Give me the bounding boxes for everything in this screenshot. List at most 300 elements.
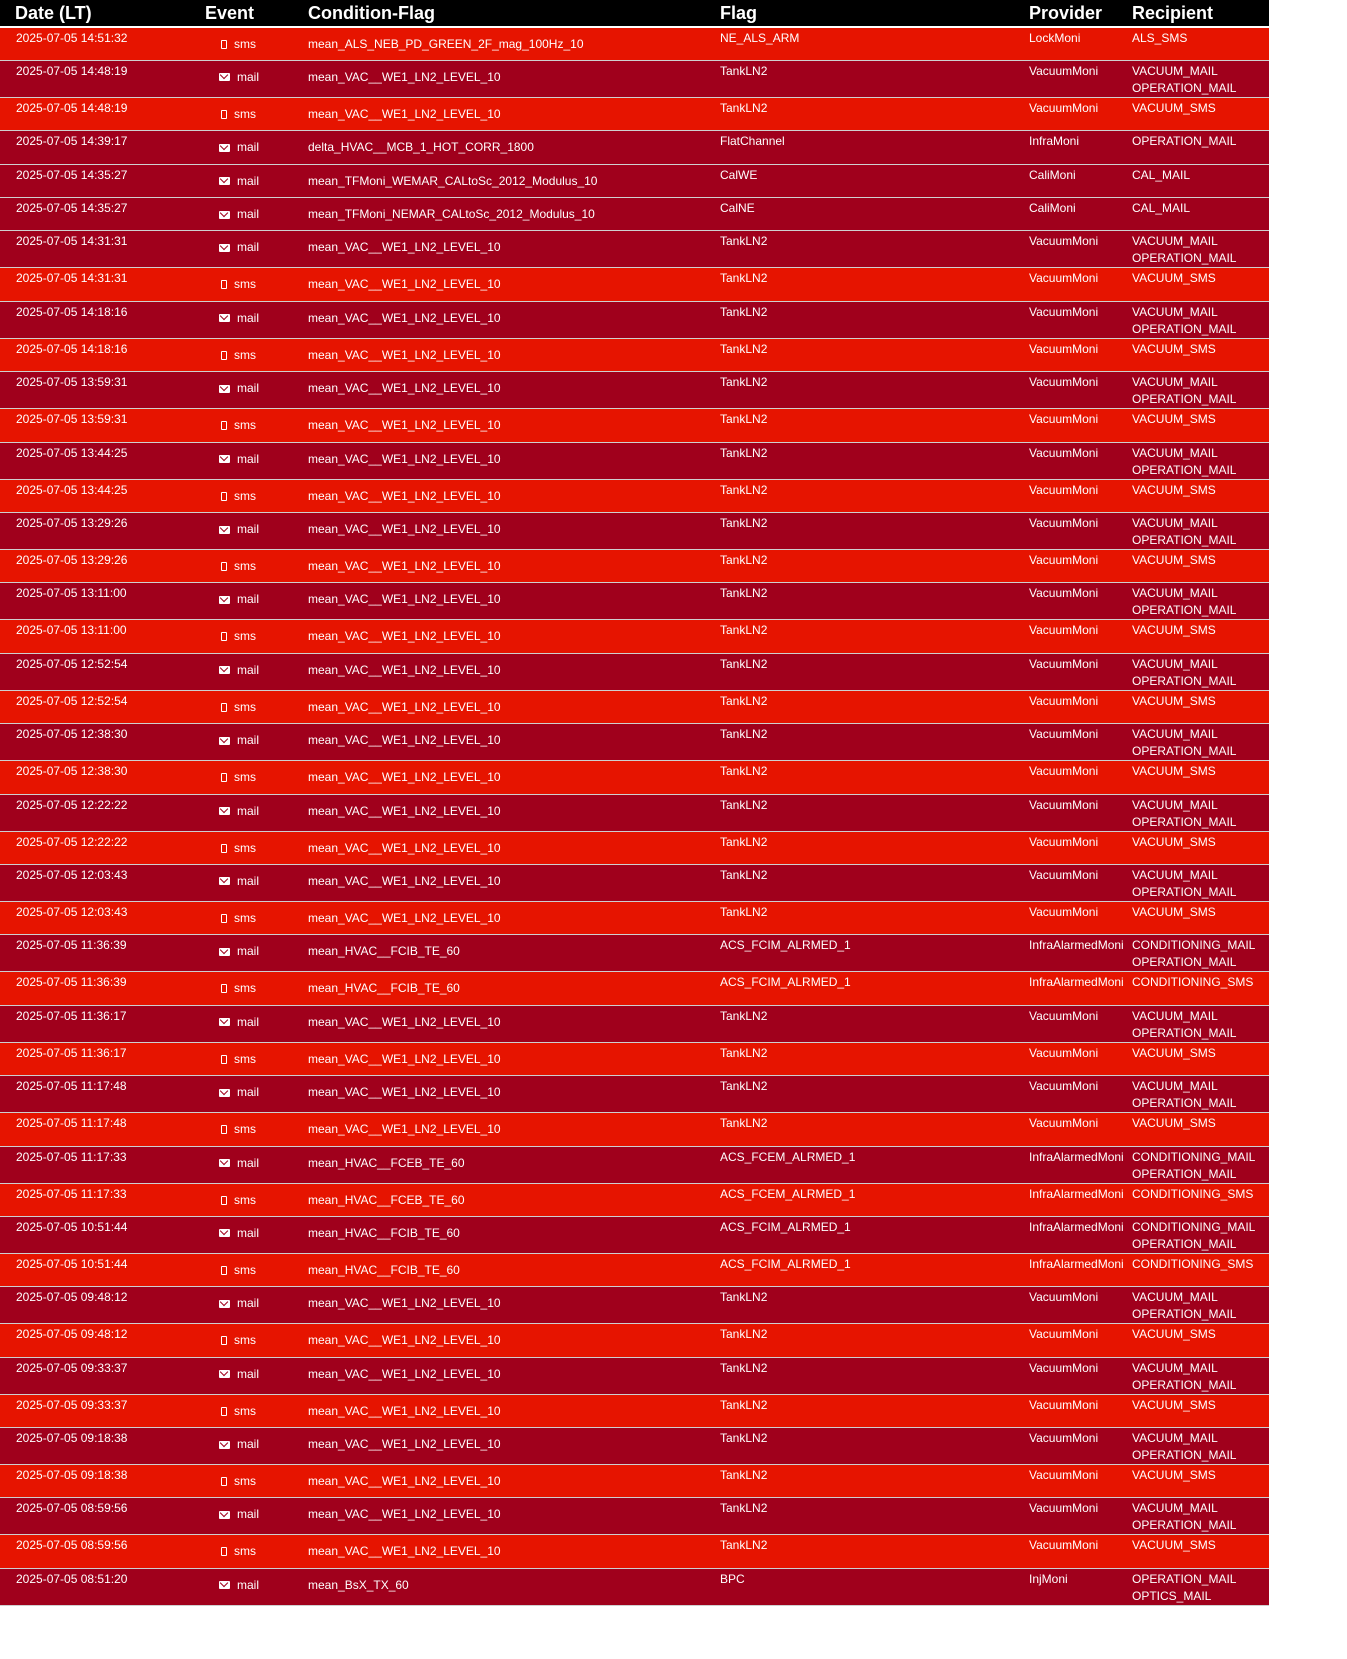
event-label: mail — [237, 803, 260, 818]
condition-flag-cell: mean_VAC__WE1_LN2_LEVEL_10 — [308, 864, 720, 901]
table-row[interactable] — [0, 794, 1269, 831]
flag-cell: TankLN2 — [720, 794, 1029, 831]
table-row[interactable] — [0, 60, 1269, 97]
recipient-entry: CAL_MAIL — [1132, 167, 1191, 182]
event-label: sms — [234, 1474, 256, 1489]
flag-cell: TankLN2 — [720, 1005, 1029, 1042]
recipient-entry: CONDITIONING_SMS — [1132, 975, 1254, 990]
condition-flag-cell: mean_HVAC__FCIB_TE_60 — [308, 1253, 720, 1286]
recipient-entry: VACUUM_SMS — [1132, 1045, 1216, 1060]
date-cell: 2025-07-05 09:48:12 — [0, 1287, 205, 1324]
condition-flag-cell: mean_VAC__WE1_LN2_LEVEL_10 — [308, 550, 720, 583]
flag-cell: ACS_FCEM_ALRMED_1 — [720, 1146, 1029, 1183]
event-cell — [205, 935, 308, 972]
event-indicator — [221, 488, 256, 505]
condition-flag-cell: mean_HVAC__FCEB_TE_60 — [308, 1146, 720, 1183]
table-row[interactable] — [0, 1216, 1269, 1253]
flag-cell: TankLN2 — [720, 1357, 1029, 1394]
event-indicator — [221, 276, 256, 293]
recipient-cell — [1132, 198, 1269, 231]
event-indicator — [221, 1192, 256, 1209]
recipient-cell — [1132, 131, 1269, 164]
recipient-entry: OPERATION_MAIL — [1132, 1236, 1237, 1251]
event-cell — [205, 1216, 308, 1253]
condition-flag-cell: mean_VAC__WE1_LN2_LEVEL_10 — [308, 301, 720, 338]
date-cell: 2025-07-05 12:03:43 — [0, 864, 205, 901]
event-cell — [205, 550, 308, 583]
table-row[interactable] — [0, 583, 1269, 620]
recipient-entry: OPERATION_MAIL — [1132, 1307, 1237, 1322]
recipient-entry: VACUUM_SMS — [1132, 1327, 1216, 1342]
recipient-cell — [1132, 409, 1269, 442]
date-cell: 2025-07-05 14:31:31 — [0, 268, 205, 301]
condition-flag-cell: mean_VAC__WE1_LN2_LEVEL_10 — [308, 724, 720, 761]
table-row[interactable] — [0, 724, 1269, 761]
provider-cell: InfraMoni — [1029, 131, 1132, 164]
table-row[interactable] — [0, 409, 1269, 442]
event-indicator — [219, 1295, 259, 1312]
table-row[interactable] — [0, 479, 1269, 512]
provider-cell: VacuumMoni — [1029, 794, 1132, 831]
event-cell — [205, 794, 308, 831]
event-label: sms — [234, 1333, 256, 1348]
flag-cell: TankLN2 — [720, 1535, 1029, 1568]
condition-flag-cell: mean_HVAC__FCIB_TE_60 — [308, 1216, 720, 1253]
table-row[interactable] — [0, 231, 1269, 268]
table-row[interactable] — [0, 620, 1269, 653]
event-cell — [205, 372, 308, 409]
recipient-entry: VACUUM_MAIL — [1132, 1431, 1218, 1446]
table-row[interactable] — [0, 164, 1269, 197]
recipient-entry: VACUUM_MAIL — [1132, 375, 1218, 390]
event-indicator — [221, 1262, 256, 1279]
flag-cell: TankLN2 — [720, 97, 1029, 130]
event-label: mail — [237, 310, 260, 325]
date-cell: 2025-07-05 12:52:54 — [0, 690, 205, 723]
event-indicator — [219, 1014, 259, 1031]
event-label: mail — [237, 1296, 260, 1311]
event-indicator — [219, 1155, 259, 1172]
table-row[interactable] — [0, 131, 1269, 164]
event-cell — [205, 1535, 308, 1568]
envelope-icon — [219, 455, 230, 463]
recipient-entry: OPERATION_MAIL — [1132, 1571, 1237, 1586]
event-indicator — [221, 980, 256, 997]
table-row[interactable] — [0, 1428, 1269, 1465]
flag-cell: TankLN2 — [720, 301, 1029, 338]
event-label: mail — [237, 140, 260, 155]
flag-cell: TankLN2 — [720, 1324, 1029, 1357]
table-row[interactable] — [0, 972, 1269, 1005]
recipient-entry: OPERATION_MAIL — [1132, 955, 1237, 970]
condition-flag-cell: mean_VAC__WE1_LN2_LEVEL_10 — [308, 268, 720, 301]
event-cell — [205, 27, 308, 60]
event-cell — [205, 97, 308, 130]
provider-cell: VacuumMoni — [1029, 831, 1132, 864]
table-row[interactable] — [0, 1535, 1269, 1568]
table-row[interactable] — [0, 338, 1269, 371]
provider-cell: VacuumMoni — [1029, 1005, 1132, 1042]
mobile-phone-icon — [221, 1125, 227, 1134]
recipient-entry: OPERATION_MAIL — [1132, 80, 1237, 95]
table-row[interactable] — [0, 1076, 1269, 1113]
recipient-entry: VACUUM_SMS — [1132, 100, 1216, 115]
event-indicator — [221, 699, 256, 716]
recipient-entry: OPERATION_MAIL — [1132, 533, 1237, 548]
table-row[interactable] — [0, 1465, 1269, 1498]
date-cell: 2025-07-05 13:59:31 — [0, 409, 205, 442]
event-cell — [205, 583, 308, 620]
flag-cell: TankLN2 — [720, 1042, 1029, 1075]
event-label: mail — [237, 733, 260, 748]
table-row[interactable] — [0, 442, 1269, 479]
column-header-flag[interactable]: Flag — [720, 0, 1029, 27]
provider-cell: VacuumMoni — [1029, 1428, 1132, 1465]
provider-cell: VacuumMoni — [1029, 301, 1132, 338]
condition-flag-cell: mean_VAC__WE1_LN2_LEVEL_10 — [308, 1498, 720, 1535]
table-row[interactable] — [0, 901, 1269, 934]
flag-cell: TankLN2 — [720, 1076, 1029, 1113]
flag-cell: NE_ALS_ARM — [720, 27, 1029, 60]
flag-cell: TankLN2 — [720, 1498, 1029, 1535]
event-indicator — [219, 873, 259, 890]
condition-flag-cell: delta_HVAC__MCB_1_HOT_CORR_1800 — [308, 131, 720, 164]
mobile-phone-icon — [221, 984, 227, 993]
event-label: mail — [237, 1225, 260, 1240]
envelope-icon — [219, 1018, 230, 1026]
event-indicator — [221, 347, 256, 364]
provider-cell: InfraAlarmedMoni — [1029, 1253, 1132, 1286]
recipient-entry: CONDITIONING_MAIL — [1132, 1219, 1256, 1234]
date-cell: 2025-07-05 13:44:25 — [0, 479, 205, 512]
recipient-entry: VACUUM_MAIL — [1132, 1079, 1218, 1094]
table-row[interactable] — [0, 1568, 1269, 1605]
date-cell: 2025-07-05 11:17:48 — [0, 1113, 205, 1146]
envelope-icon — [219, 385, 230, 393]
mobile-phone-icon — [221, 914, 227, 923]
table-row[interactable] — [0, 27, 1269, 60]
table-row[interactable] — [0, 653, 1269, 690]
envelope-icon — [219, 526, 230, 534]
provider-cell: VacuumMoni — [1029, 550, 1132, 583]
table-row[interactable] — [0, 1357, 1269, 1394]
recipient-entry: OPERATION_MAIL — [1132, 251, 1237, 266]
table-row[interactable] — [0, 198, 1269, 231]
recipient-cell — [1132, 864, 1269, 901]
flag-cell: TankLN2 — [720, 901, 1029, 934]
condition-flag-cell: mean_TFMoni_WEMAR_CALtoSc_2012_Modulus_10 — [308, 164, 720, 197]
event-indicator — [219, 1225, 259, 1242]
event-indicator — [219, 310, 259, 327]
table-row[interactable] — [0, 690, 1269, 723]
recipient-entry: CONDITIONING_MAIL — [1132, 1149, 1256, 1164]
event-indicator — [221, 1543, 256, 1560]
event-label: mail — [237, 69, 260, 84]
flag-cell: ACS_FCIM_ALRMED_1 — [720, 935, 1029, 972]
table-row[interactable] — [0, 1324, 1269, 1357]
date-cell: 2025-07-05 11:17:33 — [0, 1146, 205, 1183]
event-cell — [205, 1568, 308, 1605]
event-cell — [205, 1465, 308, 1498]
event-indicator — [219, 521, 259, 538]
table-row[interactable] — [0, 1005, 1269, 1042]
recipient-cell — [1132, 97, 1269, 130]
recipient-entry: VACUUM_SMS — [1132, 764, 1216, 779]
envelope-icon — [219, 244, 230, 252]
recipient-entry: VACUUM_SMS — [1132, 271, 1216, 286]
condition-flag-cell: mean_VAC__WE1_LN2_LEVEL_10 — [308, 60, 720, 97]
mobile-phone-icon — [221, 1266, 227, 1275]
event-label: sms — [234, 106, 256, 121]
mobile-phone-icon — [221, 1407, 227, 1416]
table-row[interactable] — [0, 97, 1269, 130]
event-indicator — [221, 1403, 256, 1420]
flag-cell: ACS_FCEM_ALRMED_1 — [720, 1183, 1029, 1216]
date-cell: 2025-07-05 09:48:12 — [0, 1324, 205, 1357]
table-row[interactable] — [0, 1394, 1269, 1427]
event-indicator — [221, 1121, 256, 1138]
provider-cell: InfraAlarmedMoni — [1029, 1146, 1132, 1183]
event-cell — [205, 1146, 308, 1183]
event-label: sms — [234, 347, 256, 362]
recipient-entry: VACUUM_SMS — [1132, 834, 1216, 849]
event-indicator — [221, 769, 256, 786]
event-label: sms — [234, 1192, 256, 1207]
recipient-entry: VACUUM_MAIL — [1132, 867, 1218, 882]
recipient-entry: OPERATION_MAIL — [1132, 1448, 1237, 1463]
event-cell — [205, 1113, 308, 1146]
event-label: mail — [237, 240, 260, 255]
condition-flag-cell: mean_VAC__WE1_LN2_LEVEL_10 — [308, 1287, 720, 1324]
event-label: mail — [237, 1437, 260, 1452]
event-label: mail — [237, 1507, 260, 1522]
date-cell: 2025-07-05 08:59:56 — [0, 1498, 205, 1535]
recipient-cell — [1132, 1113, 1269, 1146]
column-header-provider[interactable]: Provider — [1029, 0, 1132, 27]
table-row[interactable] — [0, 513, 1269, 550]
condition-flag-cell: mean_VAC__WE1_LN2_LEVEL_10 — [308, 1428, 720, 1465]
recipient-cell — [1132, 653, 1269, 690]
recipient-cell — [1132, 1394, 1269, 1427]
provider-cell: VacuumMoni — [1029, 1535, 1132, 1568]
recipient-entry: VACUUM_SMS — [1132, 1468, 1216, 1483]
flag-cell: TankLN2 — [720, 442, 1029, 479]
recipient-entry: OPERATION_MAIL — [1132, 673, 1237, 688]
provider-cell: VacuumMoni — [1029, 442, 1132, 479]
date-cell: 2025-07-05 12:22:22 — [0, 794, 205, 831]
table-row[interactable] — [0, 268, 1269, 301]
recipient-entry: OPERATION_MAIL — [1132, 134, 1237, 149]
condition-flag-cell: mean_VAC__WE1_LN2_LEVEL_10 — [308, 1005, 720, 1042]
recipient-entry: VACUUM_MAIL — [1132, 234, 1218, 249]
event-indicator — [221, 1473, 256, 1490]
recipient-cell — [1132, 972, 1269, 1005]
table-row[interactable] — [0, 1498, 1269, 1535]
table-body — [0, 27, 1269, 1605]
provider-cell: InfraAlarmedMoni — [1029, 972, 1132, 1005]
event-label: mail — [237, 522, 260, 537]
table-row[interactable] — [0, 831, 1269, 864]
provider-cell: VacuumMoni — [1029, 653, 1132, 690]
envelope-icon — [219, 1300, 230, 1308]
table-row[interactable] — [0, 761, 1269, 794]
date-cell: 2025-07-05 14:48:19 — [0, 97, 205, 130]
event-indicator — [221, 1332, 256, 1349]
table-row[interactable] — [0, 1042, 1269, 1075]
flag-cell: TankLN2 — [720, 231, 1029, 268]
flag-cell: TankLN2 — [720, 550, 1029, 583]
flag-cell: TankLN2 — [720, 1394, 1029, 1427]
recipient-cell — [1132, 479, 1269, 512]
event-label: sms — [234, 910, 256, 925]
table-row[interactable] — [0, 1287, 1269, 1324]
event-cell — [205, 1324, 308, 1357]
date-cell: 2025-07-05 09:18:38 — [0, 1428, 205, 1465]
recipient-entry: OPERATION_MAIL — [1132, 603, 1237, 618]
event-cell — [205, 231, 308, 268]
recipient-cell — [1132, 1216, 1269, 1253]
recipient-entry: VACUUM_MAIL — [1132, 1008, 1218, 1023]
mobile-phone-icon — [221, 1196, 227, 1205]
recipient-entry: VACUUM_SMS — [1132, 412, 1216, 427]
table-row[interactable] — [0, 372, 1269, 409]
date-cell: 2025-07-05 14:18:16 — [0, 301, 205, 338]
mobile-phone-icon — [221, 703, 227, 712]
event-cell — [205, 338, 308, 371]
flag-cell: FlatChannel — [720, 131, 1029, 164]
provider-cell: InjMoni — [1029, 1568, 1132, 1605]
condition-flag-cell: mean_VAC__WE1_LN2_LEVEL_10 — [308, 1324, 720, 1357]
condition-flag-cell: mean_VAC__WE1_LN2_LEVEL_10 — [308, 690, 720, 723]
event-label: mail — [237, 207, 260, 222]
provider-cell: InfraAlarmedMoni — [1029, 1183, 1132, 1216]
recipient-cell — [1132, 60, 1269, 97]
provider-cell: CaliMoni — [1029, 198, 1132, 231]
event-cell — [205, 1183, 308, 1216]
provider-cell: VacuumMoni — [1029, 1498, 1132, 1535]
mobile-phone-icon — [221, 421, 227, 430]
condition-flag-cell: mean_VAC__WE1_LN2_LEVEL_10 — [308, 620, 720, 653]
date-cell: 2025-07-05 11:17:48 — [0, 1076, 205, 1113]
date-cell: 2025-07-05 12:03:43 — [0, 901, 205, 934]
event-label: sms — [234, 1051, 256, 1066]
mobile-phone-icon — [221, 1055, 227, 1064]
envelope-icon — [219, 1370, 230, 1378]
date-cell: 2025-07-05 13:59:31 — [0, 372, 205, 409]
condition-flag-cell: mean_VAC__WE1_LN2_LEVEL_10 — [308, 1357, 720, 1394]
column-header-date[interactable]: Date (LT) — [0, 0, 205, 27]
table-row[interactable] — [0, 301, 1269, 338]
condition-flag-cell: mean_VAC__WE1_LN2_LEVEL_10 — [308, 761, 720, 794]
header-row — [0, 0, 1269, 27]
date-cell: 2025-07-05 09:18:38 — [0, 1465, 205, 1498]
recipient-cell — [1132, 1146, 1269, 1183]
event-label: mail — [237, 662, 260, 677]
recipient-entry: OPERATION_MAIL — [1132, 1518, 1237, 1533]
envelope-icon — [219, 314, 230, 322]
mobile-phone-icon — [221, 1477, 227, 1486]
event-label: sms — [234, 1122, 256, 1137]
envelope-icon — [219, 1089, 230, 1097]
table-row[interactable] — [0, 935, 1269, 972]
event-indicator — [221, 628, 256, 645]
recipient-cell — [1132, 231, 1269, 268]
event-cell — [205, 60, 308, 97]
date-cell: 2025-07-05 12:22:22 — [0, 831, 205, 864]
table-row[interactable] — [0, 864, 1269, 901]
condition-flag-cell: mean_VAC__WE1_LN2_LEVEL_10 — [308, 901, 720, 934]
event-cell — [205, 164, 308, 197]
event-cell — [205, 1042, 308, 1075]
provider-cell: VacuumMoni — [1029, 690, 1132, 723]
condition-flag-cell: mean_VAC__WE1_LN2_LEVEL_10 — [308, 409, 720, 442]
envelope-icon — [219, 144, 230, 152]
event-cell — [205, 1498, 308, 1535]
event-indicator — [219, 662, 259, 679]
event-label: sms — [234, 770, 256, 785]
envelope-icon — [219, 1229, 230, 1237]
event-cell — [205, 864, 308, 901]
event-indicator — [219, 451, 259, 468]
recipient-entry: VACUUM_MAIL — [1132, 1501, 1218, 1516]
date-cell: 2025-07-05 14:35:27 — [0, 164, 205, 197]
event-indicator — [221, 910, 256, 927]
event-indicator — [219, 1366, 259, 1383]
condition-flag-cell: mean_VAC__WE1_LN2_LEVEL_10 — [308, 1042, 720, 1075]
event-indicator — [219, 1506, 259, 1523]
mobile-phone-icon — [221, 632, 227, 641]
condition-flag-cell: mean_VAC__WE1_LN2_LEVEL_10 — [308, 442, 720, 479]
date-cell: 2025-07-05 12:38:30 — [0, 724, 205, 761]
event-indicator — [219, 732, 259, 749]
provider-cell: VacuumMoni — [1029, 583, 1132, 620]
flag-cell: TankLN2 — [720, 479, 1029, 512]
recipient-cell — [1132, 1005, 1269, 1042]
provider-cell: VacuumMoni — [1029, 1287, 1132, 1324]
provider-cell: VacuumMoni — [1029, 1357, 1132, 1394]
provider-cell: VacuumMoni — [1029, 97, 1132, 130]
condition-flag-cell: mean_BsX_TX_60 — [308, 1568, 720, 1605]
date-cell: 2025-07-05 13:44:25 — [0, 442, 205, 479]
table-row[interactable] — [0, 1183, 1269, 1216]
recipient-cell — [1132, 1357, 1269, 1394]
event-label: sms — [234, 418, 256, 433]
table-row[interactable] — [0, 1146, 1269, 1183]
table-row[interactable] — [0, 1253, 1269, 1286]
recipient-entry: OPERATION_MAIL — [1132, 814, 1237, 829]
condition-flag-cell: mean_HVAC__FCIB_TE_60 — [308, 972, 720, 1005]
recipient-entry: OPERATION_MAIL — [1132, 392, 1237, 407]
provider-cell: VacuumMoni — [1029, 1324, 1132, 1357]
column-header-condition-flag[interactable]: Condition-Flag — [308, 0, 720, 27]
table-row[interactable] — [0, 550, 1269, 583]
table-row[interactable] — [0, 1113, 1269, 1146]
recipient-cell — [1132, 1042, 1269, 1075]
event-label: mail — [237, 1014, 260, 1029]
event-indicator — [221, 840, 256, 857]
column-header-event[interactable]: Event — [205, 0, 308, 27]
flag-cell: TankLN2 — [720, 372, 1029, 409]
recipient-entry: OPERATION_MAIL — [1132, 1025, 1237, 1040]
column-header-recipient[interactable]: Recipient — [1132, 0, 1269, 27]
recipient-entry: VACUUM_MAIL — [1132, 304, 1218, 319]
date-cell: 2025-07-05 10:51:44 — [0, 1253, 205, 1286]
condition-flag-cell: mean_VAC__WE1_LN2_LEVEL_10 — [308, 1465, 720, 1498]
recipient-entry: CONDITIONING_SMS — [1132, 1256, 1254, 1271]
envelope-icon — [219, 1581, 230, 1589]
event-cell — [205, 1394, 308, 1427]
recipient-entry: VACUUM_MAIL — [1132, 516, 1218, 531]
